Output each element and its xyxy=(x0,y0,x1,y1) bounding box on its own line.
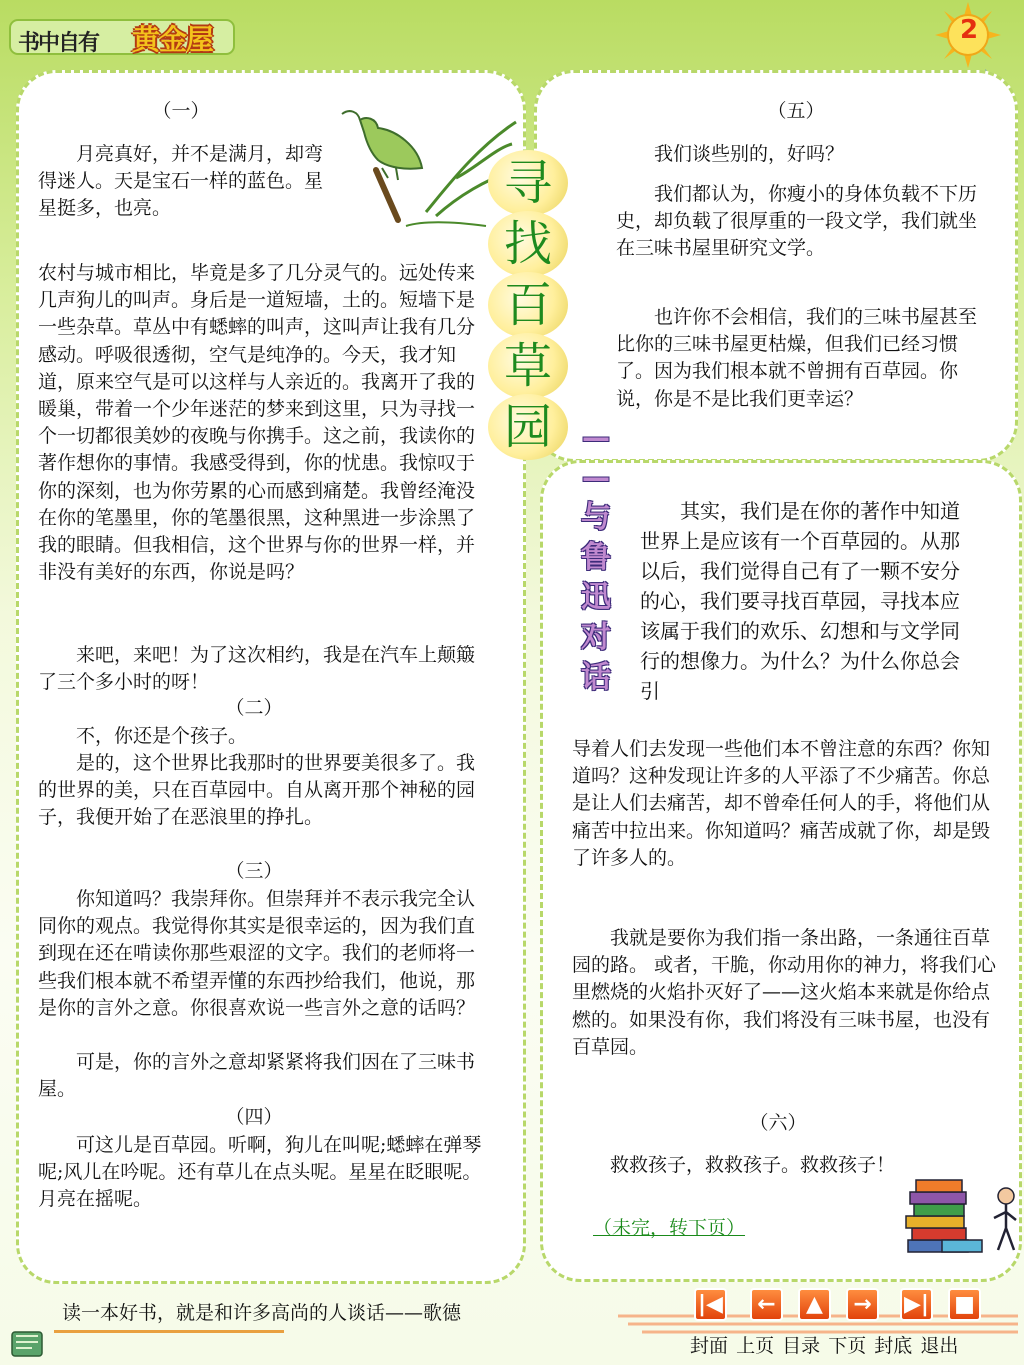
nav-link-cover[interactable]: 封面 xyxy=(690,1335,729,1357)
section-1-paragraph-2: 农村与城市相比，毕竟是多了几分灵气的。远处传来几声狗儿的叫声。身后是一道短墙，土的。短墙下是一些杂草。草丛中有蟋蟀的叫声，这叫声让我有几分感动。呼吸很透彻，空气是纯净的。今天，我才知道，原来空气是可以这样与人亲近的。我离开了我的暖巢，带着一个少年迷茫的梦来到这里，只为寻找一个一切都很美妙的夜晚与你携手。这之前，我读你的著作想你的事情。我感受得到，你的忧患。我惊叹于你的深刻，也为你劳累的心而感到痛楚。我曾经淹没在你的笔墨里，你的笔墨很黑，这种黑进一步涂黑了我的眼睛。但我相信，这个世界与你的世界一样，并非没有美好的东西，你说是吗？ xyxy=(38,262,476,584)
section-4-heading: （四） xyxy=(225,1106,283,1128)
subtitle-char: 鲁 xyxy=(581,540,611,575)
section-1-paragraph-3: 来吧，来吧！为了这次相约，我是在汽车上颠簸了三个多小时的呀！ xyxy=(38,644,476,694)
exit-icon[interactable]: ■ xyxy=(948,1288,981,1321)
subtitle-dash: — xyxy=(582,461,610,494)
title-char: 园 xyxy=(488,394,568,460)
to-be-continued-link[interactable]: （未完，转下页） xyxy=(593,1217,746,1239)
section-2-heading: （二） xyxy=(225,697,283,719)
section-5-heading: （五） xyxy=(767,100,825,122)
navigation-links xyxy=(690,1331,960,1358)
logo xyxy=(8,14,236,58)
next-page-icon[interactable]: → xyxy=(846,1288,879,1321)
first-page-icon[interactable]: |◀ xyxy=(694,1288,727,1321)
section-4-paragraph-1: 可这儿是百草园。听啊，狗儿在叫呢;蟋蟀在弹琴呢;风儿在吟呢。还有草儿在点头呢。星星在眨眼呢。月亮在摇呢。 xyxy=(38,1134,482,1211)
section-2-paragraph-1: 不，你还是个孩子。 xyxy=(76,725,248,747)
subtitle-dash: — xyxy=(582,421,610,454)
subtitle-char: 对 xyxy=(581,620,611,655)
page-number: 2 xyxy=(959,15,979,45)
home-icon[interactable]: ▲ xyxy=(798,1288,831,1321)
title-char: 草 xyxy=(488,333,568,399)
subtitle-char: 迅 xyxy=(581,580,611,615)
nav-link-exit[interactable]: 退出 xyxy=(920,1335,959,1357)
section-5-paragraph-4b: 导着人们去发现一些他们本不曾注意的东西？你知道吗？这种发现让许多的人平添了不少痛苦。你总是让人们去痛苦，却不曾牵任何人的手，将他们从痛苦中拉出来。你知道吗？痛苦成就了你，却是毁了许多人的。 xyxy=(572,738,991,869)
section-5-paragraph-3: 也许你不会相信，我们的三味书屋甚至比你的三味书屋更枯燥，但我们已经习惯了。因为我们根本就不曾拥有百草园。你说，你是不是比我们更幸运？ xyxy=(616,306,978,410)
footer-quote: 读一本好书，就是和许多高尚的人谈话——歌德 xyxy=(62,1302,462,1324)
section-5-paragraph-1: 我们谈些别的，好吗？ xyxy=(654,143,845,165)
section-3-paragraph-1: 你知道吗？我崇拜你。但崇拜并不表示我完全认同你的观点。我觉得你其实是很幸运的，因为我们直到现在还在啃读你那些艰涩的文字。我们的老师将一些我们根本就不希望弄懂的东西抄给我们，他说，那是你的言外之意。你很喜欢说一些言外之意的话吗？ xyxy=(38,888,476,1019)
nav-link-next[interactable]: 下页 xyxy=(828,1335,867,1357)
book-corner-icon xyxy=(6,1322,50,1362)
title-char: 寻 xyxy=(488,150,568,216)
footer-underline xyxy=(54,1330,284,1333)
previous-page-icon[interactable]: ← xyxy=(750,1288,783,1321)
section-3-paragraph-2: 可是，你的言外之意却紧紧将我们因在了三味书屋。 xyxy=(38,1051,476,1101)
subtitle-char: 与 xyxy=(581,500,611,535)
last-page-icon[interactable]: ▶| xyxy=(900,1288,933,1321)
section-6-paragraph-1: 救救孩子，救救孩子。救救孩子！ xyxy=(610,1154,896,1176)
nav-link-back-cover[interactable]: 封底 xyxy=(874,1335,913,1357)
title-char: 百 xyxy=(488,272,568,338)
logo-text-gold: 黄金屋 xyxy=(132,23,214,56)
section-3-heading: （三） xyxy=(225,860,283,882)
section-1-paragraph-1: 月亮真好，并不是满月，却弯得迷人。天是宝石一样的蓝色。星星挺多，也亮。 xyxy=(38,143,324,220)
logo-text-black: 书中自有 xyxy=(18,31,99,56)
title-char: 找 xyxy=(488,211,568,277)
section-5-paragraph-2: 我们都认为，你瘦小的身体负载不下历史，却负载了很厚重的一段文学，我们就坐在三味书屋里研究文学。 xyxy=(616,183,978,260)
navigation-bar xyxy=(618,1280,1018,1338)
subtitle xyxy=(574,418,618,698)
section-2-paragraph-2: 是的，这个世界比我那时的世界要美很多了。我的世界的美，只在百草园中。自从离开那个神秘的园子，我便开始了在恶浪里的挣扎。 xyxy=(38,752,476,829)
nav-link-contents[interactable]: 目录 xyxy=(782,1335,821,1357)
section-5-paragraph-5: 我就是要你为我们指一条出路，一条通往百草园的路。 或者，干脆，你动用你的神力，将我们心里燃烧的火焰扑灭好了——这火焰本来就是你给点燃的。如果没有你，我们将没有三味书屋，也没有百草园。 xyxy=(572,927,997,1058)
section-5-paragraph-4a: 其实，我们是在你的著作中知道世界上是应该有一个百草园的。从那以后，我们觉得自己有了一颗不安分的心，我们要寻找百草园，寻找本应该属于我们的欢乐、幻想和与文学同行的想像力。为什么？为什么你总会引 xyxy=(640,499,960,703)
section-1-heading: （一） xyxy=(152,100,210,122)
subtitle-char: 话 xyxy=(581,660,611,695)
nav-link-previous[interactable]: 上页 xyxy=(736,1335,775,1357)
section-6-heading: （六） xyxy=(749,1112,807,1134)
book-stack-icon xyxy=(902,1170,1022,1256)
